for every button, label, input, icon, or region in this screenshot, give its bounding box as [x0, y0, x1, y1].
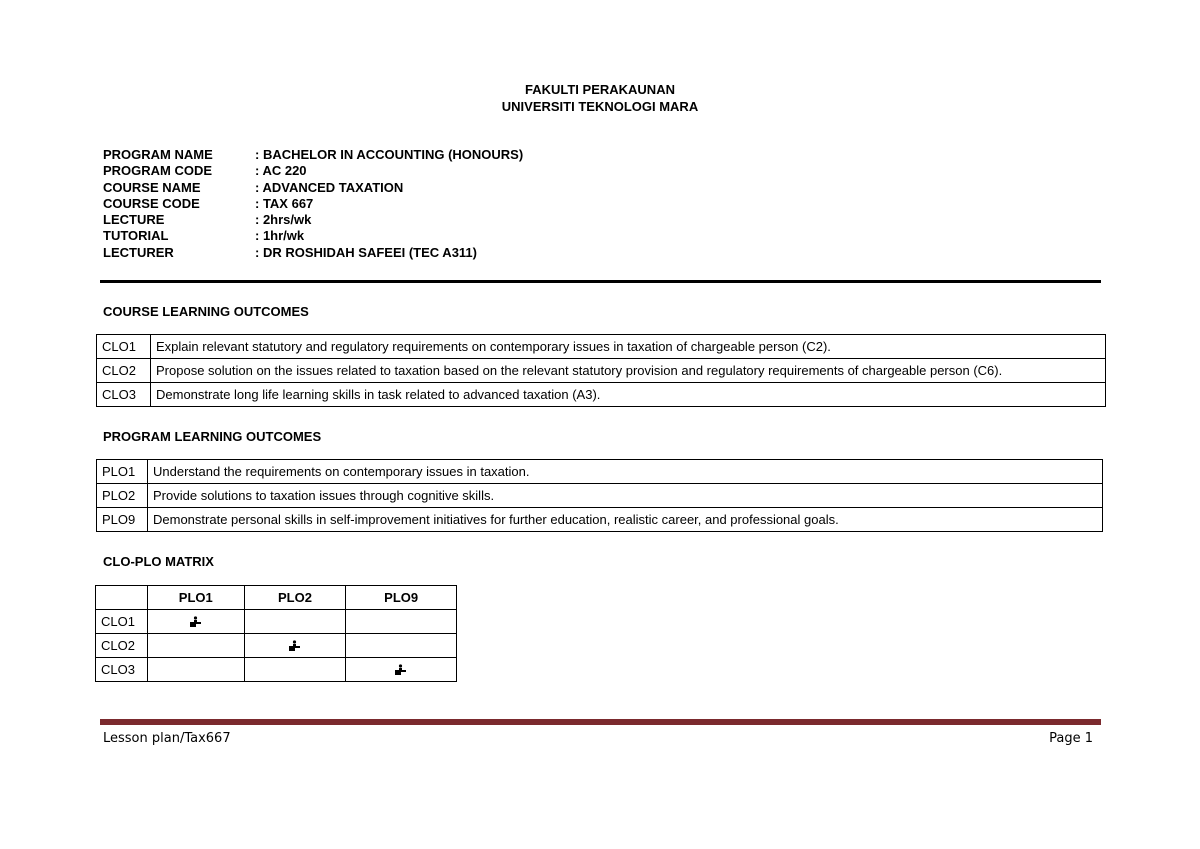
plo-code: PLO2	[97, 484, 148, 508]
matrix-row-label: CLO3	[96, 658, 148, 682]
info-row	[103, 245, 523, 261]
hand-pointing-icon	[288, 640, 302, 652]
matrix-row-label: CLO1	[96, 610, 148, 634]
footer-document-name: Lesson plan/Tax667	[103, 731, 231, 746]
course-info	[103, 147, 523, 261]
plo-text: Understand the requirements on contemporary issues in taxation.	[148, 460, 1103, 484]
plo-table	[96, 459, 1103, 532]
info-value: : BACHELOR IN ACCOUNTING (HONOURS)	[255, 147, 524, 162]
info-value: : 2hrs/wk	[255, 212, 312, 228]
clo-code: CLO1	[97, 335, 151, 359]
info-row	[103, 163, 523, 179]
info-label: LECTURE	[103, 212, 165, 228]
clo-table	[96, 334, 1106, 407]
matrix-cell	[244, 610, 346, 634]
table-row	[97, 335, 1106, 359]
info-value: : AC 220	[255, 163, 307, 179]
table-row	[97, 484, 1103, 508]
table-row	[97, 508, 1103, 532]
table-row	[97, 359, 1106, 383]
faculty-name: FAKULTI PERAKAUNAN	[525, 82, 675, 97]
matrix-cell	[346, 658, 457, 682]
info-label: TUTORIAL	[103, 228, 169, 244]
matrix-column-header: PLO1	[147, 586, 244, 610]
info-row	[103, 147, 523, 163]
matrix-row-label: CLO2	[96, 634, 148, 658]
info-label: COURSE NAME	[103, 179, 201, 195]
plo-code: PLO1	[97, 460, 148, 484]
info-row	[103, 180, 523, 196]
matrix-header-row	[96, 586, 457, 610]
clo-code: CLO3	[97, 383, 151, 407]
info-value: : TAX 667	[255, 195, 314, 211]
document-header	[0, 81, 1200, 115]
clo-code: CLO2	[97, 359, 151, 383]
table-row	[96, 658, 457, 682]
table-row	[96, 610, 457, 634]
clo-section-title: COURSE LEARNING OUTCOMES	[103, 304, 309, 319]
clo-plo-matrix	[95, 585, 457, 682]
hand-pointing-icon	[394, 664, 408, 676]
plo-text: Provide solutions to taxation issues through cognitive skills.	[148, 484, 1103, 508]
plo-text: Demonstrate personal skills in self-improvement initiatives for further education, realistic career, and professional goals.	[148, 508, 1103, 532]
table-row	[96, 634, 457, 658]
matrix-cell	[147, 658, 244, 682]
hand-pointing-icon	[189, 616, 203, 628]
info-label: PROGRAM CODE	[103, 163, 213, 179]
info-value: : ADVANCED TAXATION	[255, 179, 404, 195]
info-label: COURSE CODE	[103, 195, 200, 211]
clo-text: Demonstrate long life learning skills in task related to advanced taxation (A3).	[151, 383, 1106, 407]
info-label: LECTURER	[103, 244, 174, 260]
page-number: Page 1	[1049, 731, 1093, 746]
plo-section-title: PROGRAM LEARNING OUTCOMES	[103, 429, 322, 444]
info-row	[103, 228, 523, 244]
matrix-cell	[346, 610, 457, 634]
matrix-column-header: PLO2	[244, 586, 346, 610]
clo-text: Explain relevant statutory and regulatory requirements on contemporary issues in taxation of chargeable person (C2).	[151, 335, 1106, 359]
matrix-corner	[96, 586, 148, 610]
matrix-cell	[346, 634, 457, 658]
plo-code: PLO9	[97, 508, 148, 532]
header-divider	[100, 280, 1101, 283]
university-name: UNIVERSITI TEKNOLOGI MARA	[501, 99, 699, 114]
footer-divider	[100, 719, 1101, 725]
matrix-cell	[244, 658, 346, 682]
matrix-cell	[244, 634, 346, 658]
info-row	[103, 196, 523, 212]
table-row	[97, 460, 1103, 484]
info-label: PROGRAM NAME	[103, 147, 213, 162]
table-row	[97, 383, 1106, 407]
info-value: : DR ROSHIDAH SAFEEI (TEC A311)	[255, 244, 477, 260]
matrix-column-header: PLO9	[346, 586, 457, 610]
matrix-cell	[147, 610, 244, 634]
info-row	[103, 212, 523, 228]
matrix-section-title: CLO-PLO MATRIX	[103, 554, 214, 569]
info-value: : 1hr/wk	[255, 228, 305, 244]
clo-text: Propose solution on the issues related to taxation based on the relevant statutory provision and regulatory requirements of chargeable person (C6).	[151, 359, 1106, 383]
page-footer	[103, 731, 1093, 746]
matrix-cell	[147, 634, 244, 658]
